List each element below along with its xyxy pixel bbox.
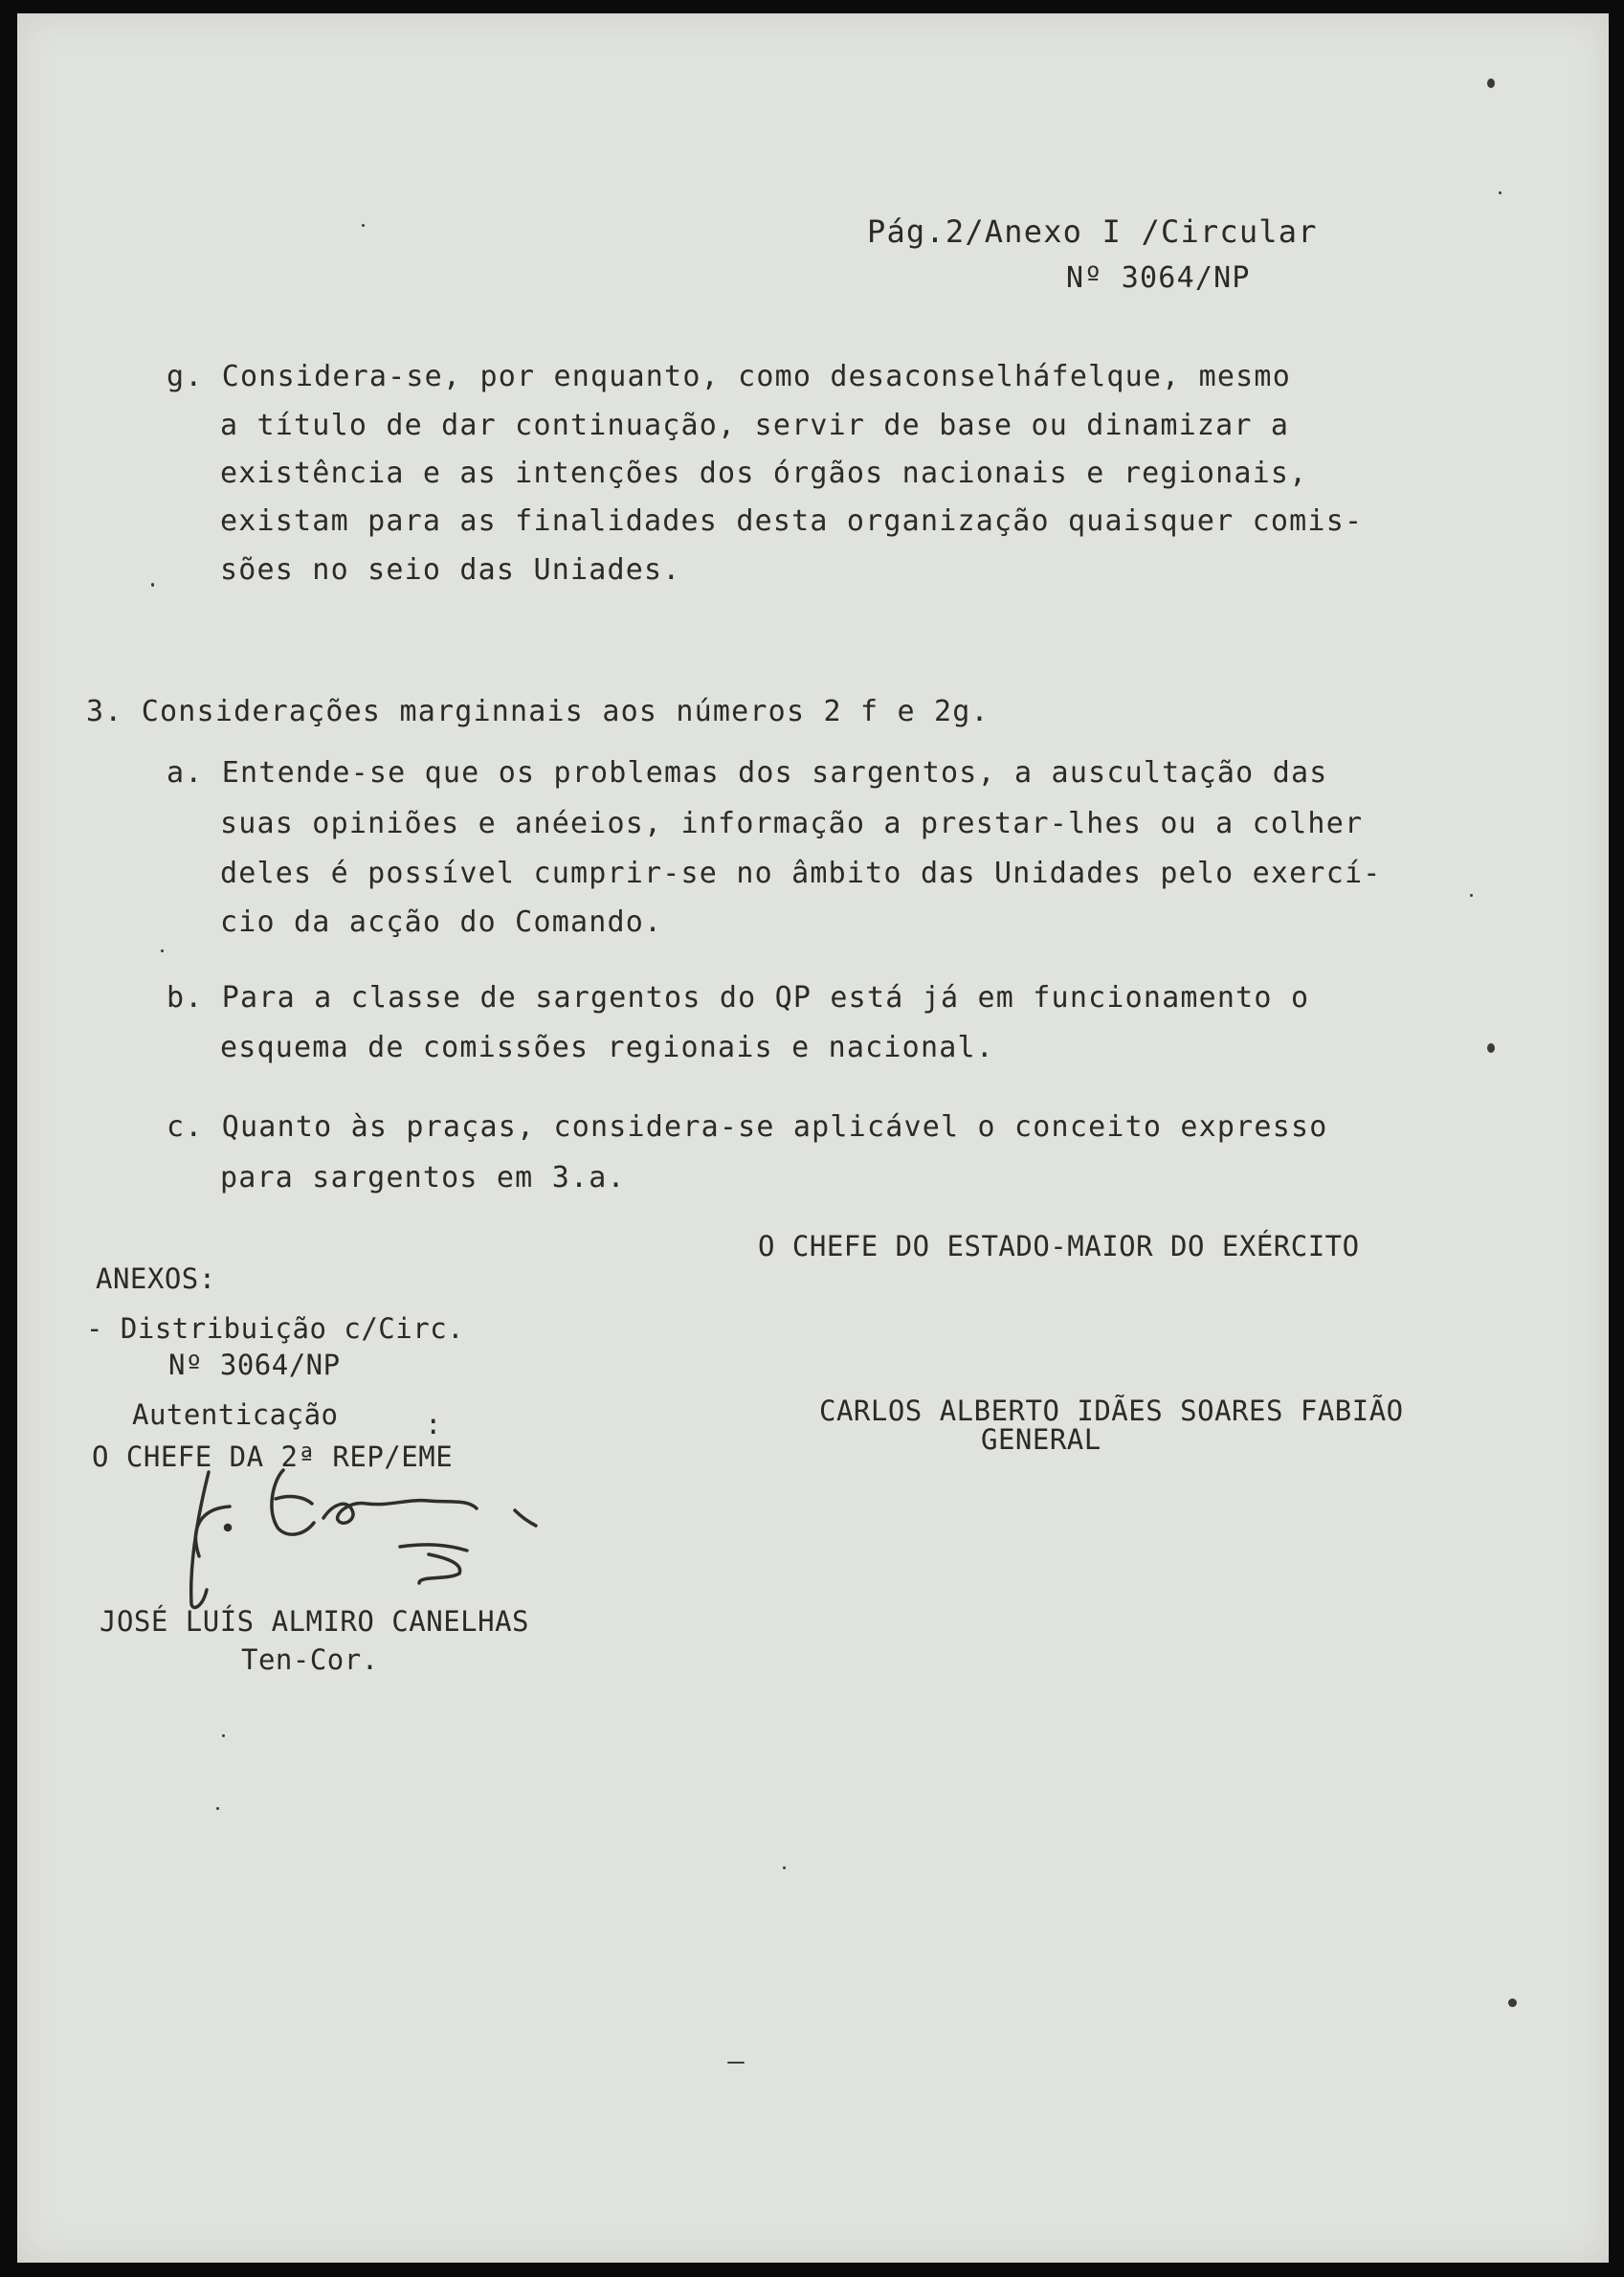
item-c-line-2: para sargentos em 3.a. (220, 1161, 626, 1194)
scan-speck (151, 583, 154, 587)
item-a-line-3: deles é possível cumprir-se no âmbito das Unidades pelo exercí- (220, 857, 1382, 890)
scan-speck (161, 949, 164, 952)
authentication-colon: : (425, 1408, 442, 1440)
item-g-line-3: existência e as intenções dos órgãos nacionais e regionais, (220, 457, 1308, 490)
signatory-office: O CHEFE DO ESTADO-MAIOR DO EXÉRCITO (758, 1230, 1360, 1262)
authentication-office: O CHEFE DA 2ª REP/EME (92, 1440, 454, 1473)
page-reference: Pág.2/Anexo I /Circular (867, 213, 1318, 250)
section-3-heading: 3. Considerações marginnais aos números 2 f e 2g. (86, 695, 990, 728)
item-b-line-1: b. Para a classe de sargentos do QP está já em funcionamento o (167, 981, 1310, 1015)
item-g-line-4: existam para as finalidades desta organização quaisquer comis- (220, 504, 1364, 538)
annexes-title: ANEXOS: (96, 1262, 216, 1295)
item-b-line-2: esquema de comissões regionais e nacional. (220, 1031, 994, 1064)
item-a-line-4: cio da acção do Comando. (220, 905, 663, 939)
item-a-line-2: suas opiniões e anéeios, informação a prestar-lhes ou a colher (220, 807, 1364, 840)
scan-speck (222, 1734, 225, 1737)
scan-speck (1487, 78, 1495, 88)
circular-number: Nº 3064/NP (1066, 261, 1251, 295)
scan-speck (1470, 894, 1473, 897)
authenticator-rank: Ten-Cor. (241, 1643, 379, 1676)
document-page (17, 13, 1609, 2263)
authentication-label: Autenticação (132, 1398, 339, 1431)
item-g-line-1: g. Considera-se, por enquanto, como desaconselháfelque, mesmo (167, 360, 1291, 393)
scan-speck (1499, 191, 1502, 194)
signatory-name: CARLOS ALBERTO IDÃES SOARES FABIÃO (819, 1395, 1404, 1427)
scan-speck (1487, 1043, 1495, 1053)
annex-item: - Distribuição c/Circ. (86, 1312, 465, 1345)
scan-speck (1508, 1998, 1517, 2007)
authenticator-name: JOSÉ LUÍS ALMIRO CANELHAS (100, 1605, 529, 1638)
annex-item-number: Nº 3064/NP (168, 1349, 341, 1381)
item-c-line-1: c. Quanto às praças, considera-se aplicável o conceito expresso (167, 1110, 1328, 1144)
scan-speck (362, 224, 365, 227)
handwritten-signature (161, 1451, 563, 1614)
scan-speck (783, 1866, 786, 1869)
item-a-line-1: a. Entende-se que os problemas dos sargentos, a auscultação das (167, 756, 1328, 790)
item-g-line-2: a título de dar continuação, servir de base ou dinamizar a (220, 409, 1290, 442)
scan-speck (216, 1807, 219, 1810)
item-g-line-5: sões no seio das Uniades. (220, 553, 681, 587)
scan-speck (727, 2062, 745, 2064)
signatory-rank: GENERAL (981, 1423, 1101, 1456)
